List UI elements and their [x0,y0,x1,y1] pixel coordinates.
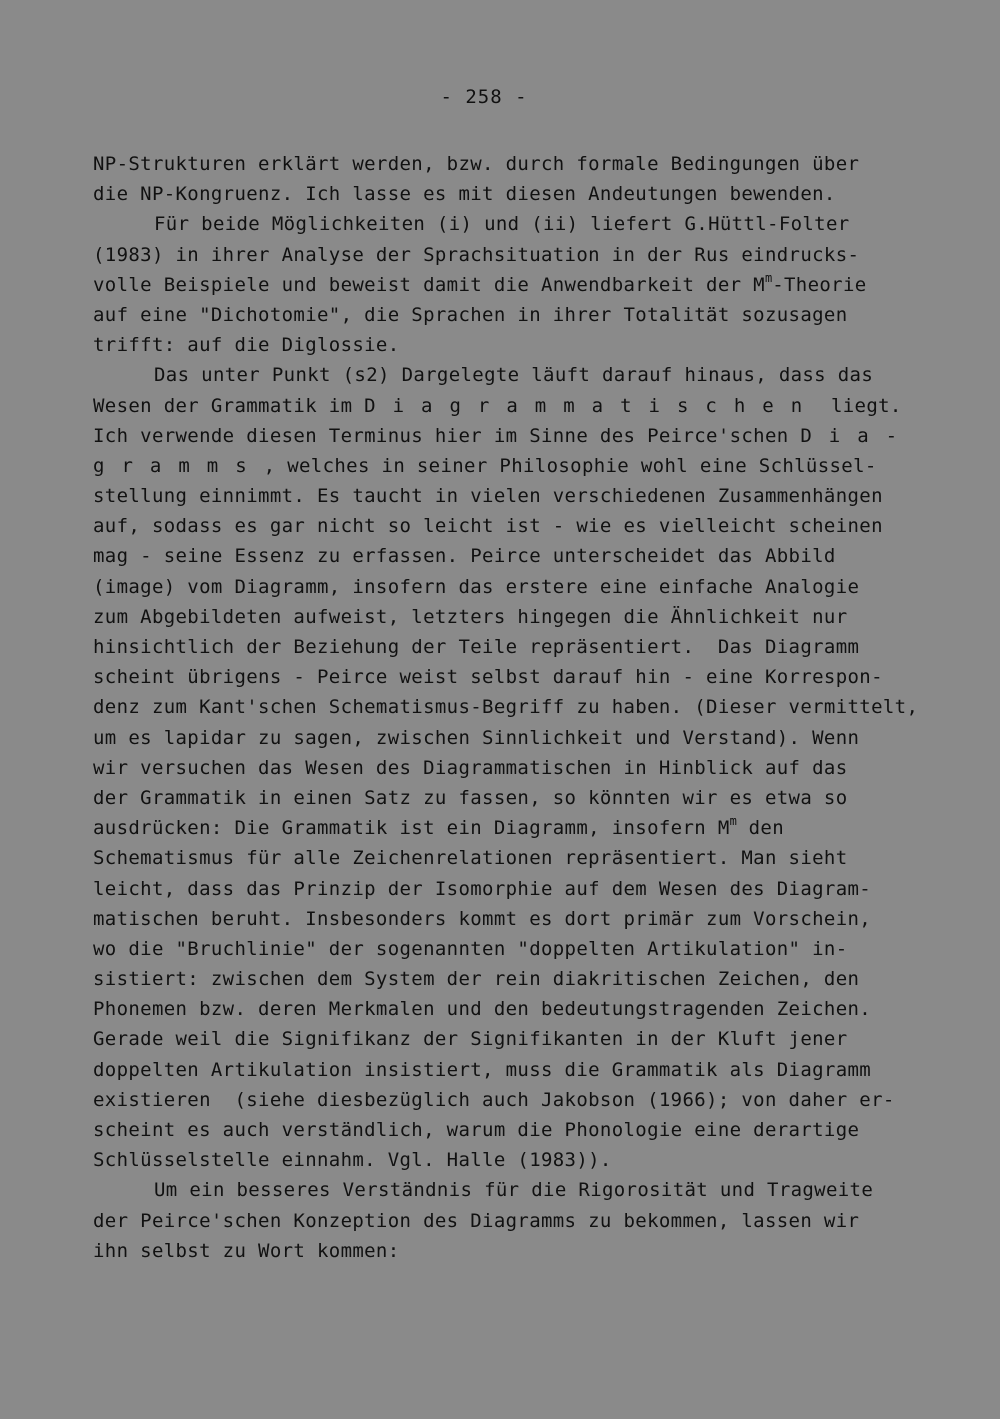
line-segment: auf eine "Dichotomie", die Sprachen in ihrer Totalität sozusagen [93,303,848,326]
text-line [93,1145,923,1175]
spaced-term: gramms [93,454,264,477]
line-segment: leicht, dass das Prinzip der Isomorphie auf dem Wesen des Diagram- [93,877,872,900]
text-line [93,692,923,722]
text-line [93,602,923,632]
text-line [93,813,923,843]
line-segment: scheint übrigens - Peirce weist selbst darauf hin - eine Korrespon- [93,666,883,689]
text-line [93,662,923,692]
line-segment: Schematismus für alle Zeichenrelationen repräsentiert. Man sieht [93,847,848,870]
text-line [93,1055,923,1085]
text-line [93,1024,923,1054]
line-segment: Wesen der Grammatik im [93,394,365,417]
body-text [93,149,923,1266]
text-line [93,300,923,330]
line-segment: der Peirce'schen Konzeption des Diagramms zu bekommen, lassen wir [93,1209,860,1232]
line-segment: Das unter Punkt (s2) Dargelegte läuft darauf hinaus, dass das [154,364,874,387]
text-line [93,874,923,904]
line-segment: Gerade weil die Signifikanz der Signifikanten in der Kluft jener [93,1028,848,1051]
line-segment: ausdrücken: Die Grammatik ist ein Diagramm, insofern M [93,817,730,840]
line-segment: Schlüsselstelle einnahm. Vgl. Halle (1983)). [93,1149,612,1172]
line-segment: trifft: auf die Diglossie. [93,334,400,357]
text-line [93,270,923,300]
line-segment: Ich verwende diesen Terminus hier im Sinne des Peirce'schen [93,424,801,447]
text-line [93,1175,923,1205]
line-segment: matischen beruht. Insbesonders kommt es dort primär zum Vorschein, [93,907,872,930]
line-segment: -Theorie [772,273,867,296]
text-line [93,1115,923,1145]
text-line [93,240,923,270]
line-segment: volle Beispiele und beweist damit die Anwendbarkeit der M [93,273,765,296]
line-segment: , welches in seiner Philosophie wohl eine Schlüssel- [263,454,877,477]
line-segment: NP-Strukturen erklärt werden, bzw. durch formale Bedingungen über [93,153,860,175]
text-line [93,1085,923,1115]
line-segment: Phonemen bzw. deren Merkmalen und den bedeutungstragenden Zeichen. [93,998,872,1021]
text-line [93,511,923,541]
line-segment: wir versuchen das Wesen des Diagrammatischen in Hinblick auf das [93,756,848,779]
line-segment: Für beide Möglichkeiten (i) und (ii) liefert G.Hüttl-Folter [154,213,850,236]
line-segment: Um ein besseres Verständnis für die Rigorosität und Tragweite [154,1179,874,1202]
text-line [93,451,923,481]
line-segment: doppelten Artikulation insistiert, muss die Grammatik als Diagramm [93,1058,872,1081]
line-segment: zum Abgebildeten aufweist, letzters hingegen die Ähnlichkeit nur [93,605,848,628]
line-segment: die NP-Kongruenz. Ich lasse es mit diesen Andeutungen bewenden. [93,183,836,206]
text-line [93,964,923,994]
line-segment: existieren (siehe diesbezüglich auch Jakobson (1966); von daher er- [93,1088,895,1111]
line-segment: liegt. [819,394,902,417]
text-line [93,632,923,662]
text-line [93,843,923,873]
text-line [93,723,923,753]
text-line [93,330,923,360]
text-line [93,1236,923,1266]
line-segment: (image) vom Diagramm, insofern das erstere eine einfache Analogie [93,575,860,598]
text-line [93,572,923,602]
line-segment: (1983) in ihrer Analyse der Sprachsituation in der Rus eindrucks- [93,243,860,266]
text-line [93,934,923,964]
text-line [93,179,923,209]
text-line [93,421,923,451]
text-line [93,994,923,1024]
text-line [93,209,923,239]
line-segment: scheint es auch verständlich, warum die Phonologie eine derartige [93,1119,860,1141]
spaced-term: Dia- [800,424,915,447]
text-line [93,149,923,179]
line-segment: stellung einnimmt. Es taucht in vielen verschiedenen Zusammenhängen [93,485,883,508]
text-line [93,904,923,934]
spaced-term: Diagrammatischen [364,394,820,417]
line-segment: der Grammatik in einen Satz zu fassen, so könnten wir es etwa so [93,786,848,809]
text-line [93,391,923,421]
text-line [93,360,923,390]
line-segment: ihn selbst zu Wort kommen: [93,1239,400,1262]
text-line [93,783,923,813]
line-segment: auf, sodass es gar nicht so leicht ist - wie es vielleicht scheinen [93,515,883,538]
line-segment: sistiert: zwischen dem System der rein diakritischen Zeichen, den [93,968,860,991]
superscript: m [729,814,737,829]
line-segment: den [736,817,784,840]
line-segment: hinsichtlich der Beziehung der Teile repräsentiert. Das Diagramm [93,636,860,658]
line-segment: wo die "Bruchlinie" der sogenannten "doppelten Artikulation" in- [93,937,848,960]
text-line [93,1206,923,1236]
text-line [93,753,923,783]
line-segment: denz zum Kant'schen Schematismus-Begriff zu haben. (Dieser vermittelt, [93,696,919,719]
line-segment: um es lapidar zu sagen, zwischen Sinnlichkeit und Verstand). Wenn [93,726,860,749]
text-line [93,541,923,571]
line-segment: mag - seine Essenz zu erfassen. Peirce unterscheidet das Abbild [93,545,836,568]
page-number: - 258 - [440,86,528,108]
superscript: m [764,270,773,285]
text-line [93,481,923,511]
